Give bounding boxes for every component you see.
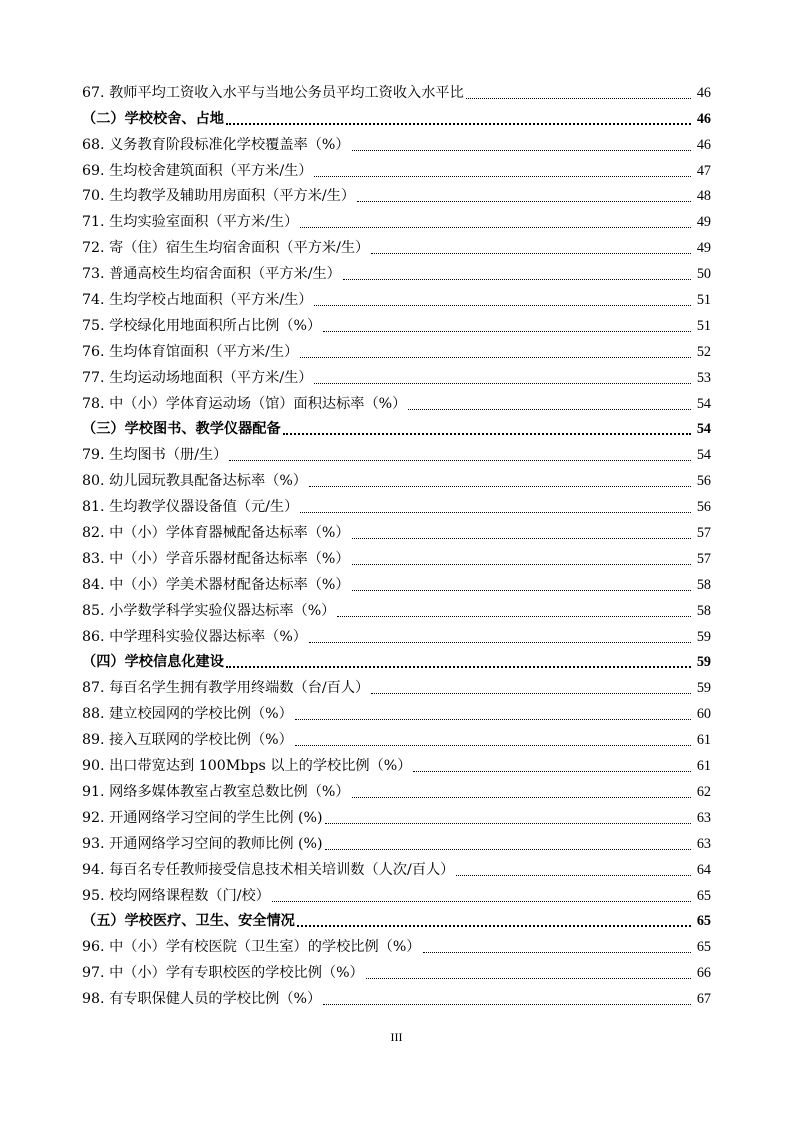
toc-entry-title: 67. 教师平均工资收入水平与当地公务员平均工资收入水平比	[82, 84, 464, 101]
toc-page-number: 62	[696, 783, 711, 800]
toc-entry-title: 69. 生均校舍建筑面积（平方米/生）	[82, 162, 313, 179]
toc-entry-row[interactable]	[82, 76, 711, 102]
toc-page-number: 56	[696, 473, 711, 490]
toc-page-number: 53	[696, 369, 711, 386]
toc-page-number: 49	[696, 214, 711, 231]
dot-leader	[300, 357, 691, 358]
toc-section-row[interactable]	[82, 905, 711, 931]
dot-leader	[423, 952, 692, 953]
toc-entry-row[interactable]	[82, 853, 711, 879]
toc-entry-row[interactable]	[82, 128, 711, 154]
toc-page-number: 48	[696, 188, 711, 205]
toc-entry-row[interactable]	[82, 154, 711, 180]
dot-leader	[352, 797, 691, 798]
dot-leader	[357, 201, 691, 202]
dot-leader	[323, 331, 691, 332]
toc-page-number: 61	[696, 732, 711, 749]
toc-entry-row[interactable]	[82, 827, 711, 853]
toc-entry-title: 98. 有专职保健人员的学校比例（%）	[82, 991, 322, 1008]
toc-page-number: 51	[696, 292, 711, 309]
toc-entry-row[interactable]	[82, 464, 711, 490]
toc-entry-title: 97. 中（小）学有专职校医的学校比例（%）	[82, 965, 364, 982]
toc-entry-title: （五）学校医疗、卫生、安全情况	[82, 913, 295, 930]
toc-page-number: 65	[696, 913, 711, 930]
toc-section-row[interactable]	[82, 102, 711, 128]
toc-entry-title: 80. 幼儿园玩教具配备达标率（%）	[82, 473, 307, 490]
toc-page-number: 58	[696, 576, 711, 593]
toc-page-number: 52	[696, 343, 711, 360]
toc-entry-title: 91. 网络多媒体教室占教室总数比例（%）	[82, 783, 350, 800]
dot-leader	[300, 512, 691, 513]
toc-page-number: 63	[696, 809, 711, 826]
dot-leader	[283, 433, 691, 435]
toc-page-number: 46	[696, 84, 711, 101]
toc-entry-title: 71. 生均实验室面积（平方米/生）	[82, 214, 299, 231]
dot-leader	[325, 823, 691, 824]
toc-page-number: 61	[696, 758, 711, 775]
toc-page-number: 65	[696, 887, 711, 904]
dot-leader	[226, 123, 691, 125]
toc-page-number: 60	[696, 706, 711, 723]
dot-leader	[272, 901, 691, 902]
toc-entry-title: 84. 中（小）学美术器材配备达标率（%）	[82, 576, 350, 593]
dot-leader	[297, 925, 691, 927]
dot-leader	[325, 849, 691, 850]
dot-leader	[413, 771, 691, 772]
dot-leader	[314, 305, 691, 306]
toc-page-number: 56	[696, 499, 711, 516]
toc-entry-title: 81. 生均教学仪器设备值（元/生）	[82, 499, 299, 516]
dot-leader	[352, 150, 691, 151]
toc-page-number: 51	[696, 317, 711, 334]
toc-entry-title: 89. 接入互联网的学校比例（%）	[82, 732, 293, 749]
toc-entry-title: 94. 每百名专任教师接受信息技术相关培训数（人次/百人）	[82, 861, 455, 878]
toc-entry-title: 86. 中学理科实验仪器达标率（%）	[82, 628, 307, 645]
toc-entry-row[interactable]	[82, 749, 711, 775]
toc-page-number: 57	[696, 525, 711, 542]
dot-leader	[314, 176, 691, 177]
toc-entry-row[interactable]	[82, 801, 711, 827]
dot-leader	[371, 253, 691, 254]
toc-section-row[interactable]	[82, 413, 711, 439]
toc-entry-row[interactable]	[82, 283, 711, 309]
dot-leader	[352, 538, 691, 539]
toc-page-number: 46	[696, 136, 711, 153]
toc-entry-row[interactable]	[82, 594, 711, 620]
toc-entry-row[interactable]	[82, 671, 711, 697]
toc-entry-row[interactable]	[82, 956, 711, 982]
toc-page-number: 57	[696, 550, 711, 567]
toc-entry-title: 78. 中（小）学体育运动场（馆）面积达标率（%）	[82, 395, 407, 412]
page-number: III	[390, 1030, 403, 1044]
toc-entry-title: 87. 每百名学生拥有教学用终端数（台/百人）	[82, 680, 370, 697]
toc-entry-title: 92. 开通网络学习空间的学生比例 (%)	[82, 809, 323, 826]
toc-page-number: 59	[696, 654, 711, 671]
dot-leader	[352, 564, 691, 565]
toc-entry-row[interactable]	[82, 982, 711, 1008]
toc-page-number: 67	[696, 991, 711, 1008]
toc-entry-title: 74. 生均学校占地面积（平方米/生）	[82, 292, 313, 309]
toc-page-number: 64	[696, 861, 711, 878]
toc-page-number: 65	[696, 939, 711, 956]
table-of-contents	[82, 76, 711, 1008]
toc-entry-row[interactable]	[82, 335, 711, 361]
dot-leader	[466, 98, 691, 99]
toc-entry-title: 79. 生均图书（册/生）	[82, 447, 228, 464]
dot-leader	[323, 1004, 691, 1005]
dot-leader	[226, 666, 691, 668]
toc-page-number: 59	[696, 680, 711, 697]
toc-page-number: 50	[696, 266, 711, 283]
toc-entry-title: 70. 生均教学及辅助用房面积（平方米/生）	[82, 188, 356, 205]
toc-page-number: 54	[696, 421, 711, 438]
dot-leader	[456, 875, 691, 876]
toc-page-number: 59	[696, 628, 711, 645]
toc-page-number: 54	[696, 395, 711, 412]
dot-leader	[309, 642, 691, 643]
toc-page-number: 63	[696, 835, 711, 852]
toc-entry-row[interactable]	[82, 231, 711, 257]
toc-page-number: 46	[696, 110, 711, 127]
dot-leader	[352, 590, 691, 591]
toc-entry-row[interactable]	[82, 568, 711, 594]
toc-entry-row[interactable]	[82, 361, 711, 387]
toc-entry-title: 83. 中（小）学音乐器材配备达标率（%）	[82, 550, 350, 567]
toc-entry-row[interactable]	[82, 490, 711, 516]
toc-entry-row[interactable]	[82, 309, 711, 335]
toc-entry-row[interactable]	[82, 930, 711, 956]
dot-leader	[309, 486, 691, 487]
toc-entry-row[interactable]	[82, 516, 711, 542]
toc-page-number: 58	[696, 602, 711, 619]
toc-page-number: 47	[696, 162, 711, 179]
toc-entry-title: 82. 中（小）学体育器械配备达标率（%）	[82, 525, 350, 542]
toc-entry-title: 77. 生均运动场地面积（平方米/生）	[82, 369, 313, 386]
dot-leader	[300, 227, 691, 228]
toc-entry-title: （三）学校图书、教学仪器配备	[82, 421, 281, 438]
toc-entry-row[interactable]	[82, 257, 711, 283]
toc-entry-title: 73. 普通高校生均宿舍面积（平方米/生）	[82, 266, 341, 283]
toc-entry-row[interactable]	[82, 542, 711, 568]
dot-leader	[314, 383, 691, 384]
toc-entry-title: 88. 建立校园网的学校比例（%）	[82, 706, 293, 723]
toc-page-number: 49	[696, 240, 711, 257]
toc-entry-title: 95. 校均网络课程数（门/校）	[82, 887, 270, 904]
toc-section-row[interactable]	[82, 646, 711, 672]
toc-page-number: 54	[696, 447, 711, 464]
toc-entry-row[interactable]	[82, 697, 711, 723]
toc-page-number: 66	[696, 965, 711, 982]
toc-entry-title: （四）学校信息化建设	[82, 654, 224, 671]
toc-entry-row[interactable]	[82, 387, 711, 413]
toc-entry-row[interactable]	[82, 775, 711, 801]
toc-entry-title: 85. 小学数学科学实验仪器达标率（%）	[82, 602, 336, 619]
dot-leader	[295, 719, 691, 720]
toc-entry-title: 90. 出口带宽达到 100Mbps 以上的学校比例（%）	[82, 758, 412, 775]
toc-entry-title: 68. 义务教育阶段标准化学校覆盖率（%）	[82, 136, 350, 153]
toc-entry-title: 75. 学校绿化用地面积所占比例（%）	[82, 317, 322, 334]
toc-entry-row[interactable]	[82, 180, 711, 206]
toc-entry-row[interactable]	[82, 723, 711, 749]
dot-leader	[343, 279, 691, 280]
toc-entry-title: 76. 生均体育馆面积（平方米/生）	[82, 343, 299, 360]
dot-leader	[366, 978, 691, 979]
toc-entry-title: 96. 中（小）学有校医院（卫生室）的学校比例（%）	[82, 939, 421, 956]
toc-entry-title: 93. 开通网络学习空间的教师比例 (%)	[82, 835, 323, 852]
toc-entry-title: 72. 寄（住）宿生生均宿舍面积（平方米/生）	[82, 240, 370, 257]
dot-leader	[337, 616, 691, 617]
toc-entry-row[interactable]	[82, 879, 711, 905]
dot-leader	[229, 460, 691, 461]
dot-leader	[371, 693, 691, 694]
toc-entry-row[interactable]	[82, 620, 711, 646]
toc-entry-row[interactable]	[82, 205, 711, 231]
toc-entry-title: （二）学校校舍、占地	[82, 110, 224, 127]
dot-leader	[295, 745, 691, 746]
dot-leader	[408, 409, 691, 410]
toc-entry-row[interactable]	[82, 438, 711, 464]
